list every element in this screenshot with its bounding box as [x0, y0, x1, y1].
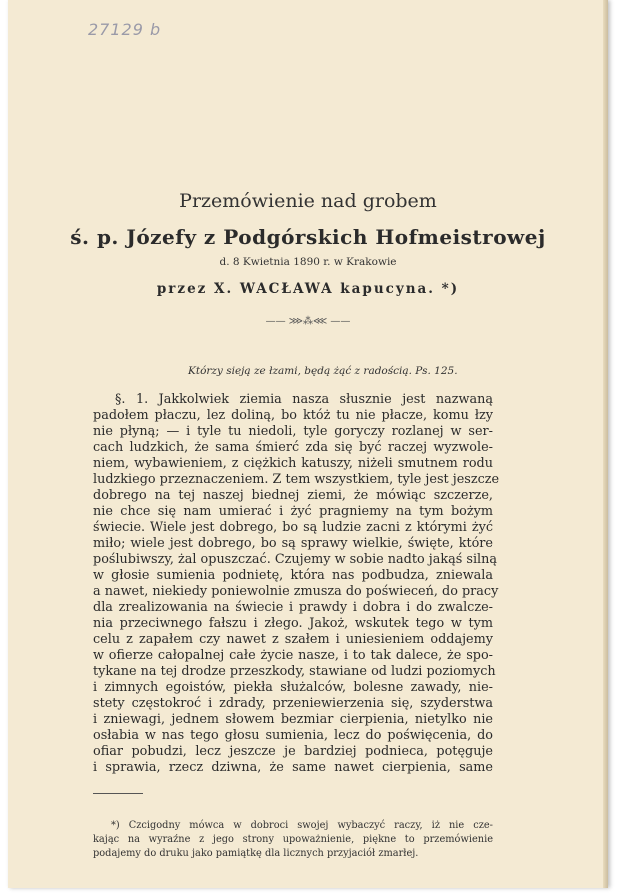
body-line: nie chce się nam umierać i żyć pragniemy na tym bożym [93, 504, 493, 519]
body-line: stety częstokroć i zdrady, przeniewierzenia się, szyderstwa [93, 696, 493, 711]
pencil-catalog-note: 27129 b [88, 20, 162, 39]
author-line: przez X. WACŁAWA kapucyna. *) [156, 281, 460, 297]
footnote-line: *) Czcigodny mówca w dobroci swojej wybaczyć raczy, iż nie cze- [111, 820, 493, 831]
title-line-1: Przemówienie nad grobem [179, 190, 437, 212]
footnote-line: podajemy do druku jako pamiątkę dla licznych przyjaciół zmarłej. [93, 848, 419, 859]
title-line-2: ś. p. Józefy z Podgórskich Hofmeistrowej [70, 225, 546, 249]
body-line: dla zrealizowania na świecie i prawdy i dobra i do zwalcze- [93, 600, 493, 615]
body-line: w ofierze całopalnej całe życie nasze, i to tak dalece, że spo- [93, 648, 493, 663]
body-text [93, 392, 500, 776]
footnote [93, 819, 493, 861]
footnote-rule [93, 793, 143, 794]
body-line: dobrego na tej naszej biednej ziemi, że mówiąc szczerze, [93, 488, 493, 503]
body-line: ofiar pobudzi, lecz jeszcze je bardziej podnieca, potęguje [93, 744, 493, 759]
dateline: d. 8 Kwietnia 1890 r. w Krakowie [219, 256, 397, 268]
body-line: celu z zapałem czy nawet z szałem i uniesieniem oddajemy [93, 632, 493, 647]
document-page [8, 0, 608, 888]
body-line: osłabia w nas tego głosu sumienia, lecz do poświęcenia, do [93, 728, 493, 743]
body-line: poślubiwszy, żal opuszczać. Czujemy w sobie nadto jakąś silną [93, 552, 498, 567]
ornament-divider: —— ⋙⁂⋘ —— [265, 316, 351, 327]
body-line: niem, wybawieniem, z ciężkich katuszy, niżeli smutnem rodu [93, 456, 493, 471]
body-line: a nawet, niekiedy poniewolnie zmusza do poświeceń, do pracy [93, 584, 499, 599]
page-edge [603, 0, 608, 888]
motto-epigraph: Którzy sieją ze łzami, będą żąć z radością. Ps. 125. [188, 365, 458, 377]
body-line: i sprawia, rzecz dziwna, że same nawet cierpienia, same [93, 760, 493, 775]
body-line: w głosie sumienia podnietę, która nas podbudza, zniewala [93, 568, 493, 583]
body-line: i zniewagi, jednem słowem bezmiar cierpienia, nietylko nie [93, 712, 493, 727]
body-line: świecie. Wiele jest dobrego, bo są ludzie zacni z którymi żyć [93, 520, 493, 535]
body-line: padołem płaczu, lez doliną, bo któż tu nie płacze, komu łzy [93, 408, 493, 423]
body-line: nia przeciwnego fałszu i złego. Jakoż, wskutek tego w tym [93, 616, 493, 631]
body-line: tykane na tej drodze przeszkody, stawiane od ludzi poziomych [93, 664, 496, 679]
body-line: nie płyną; — i tyle tu niedoli, tyle goryczy rozlanej w ser- [93, 424, 493, 439]
body-line: miło; wiele jest dobrego, bo są sprawy wielkie, święte, które [93, 536, 493, 551]
body-line: cach ludzkich, że sama śmierć zda się być raczej wyzwole- [93, 440, 493, 455]
body-line: i zimnych egoistów, piekła służalców, bolesne zawady, nie- [93, 680, 493, 695]
body-line: §. 1. Jakkolwiek ziemia nasza słusznie jest nazwaną [115, 392, 493, 407]
footnote-line: kając na wyraźne z jego strony upoważnienie, piękne to przemówienie [93, 834, 493, 845]
body-line: ludzkiego przeznaczeniem. Z tem wszystkiem, tyle jest jeszcze [93, 472, 500, 487]
